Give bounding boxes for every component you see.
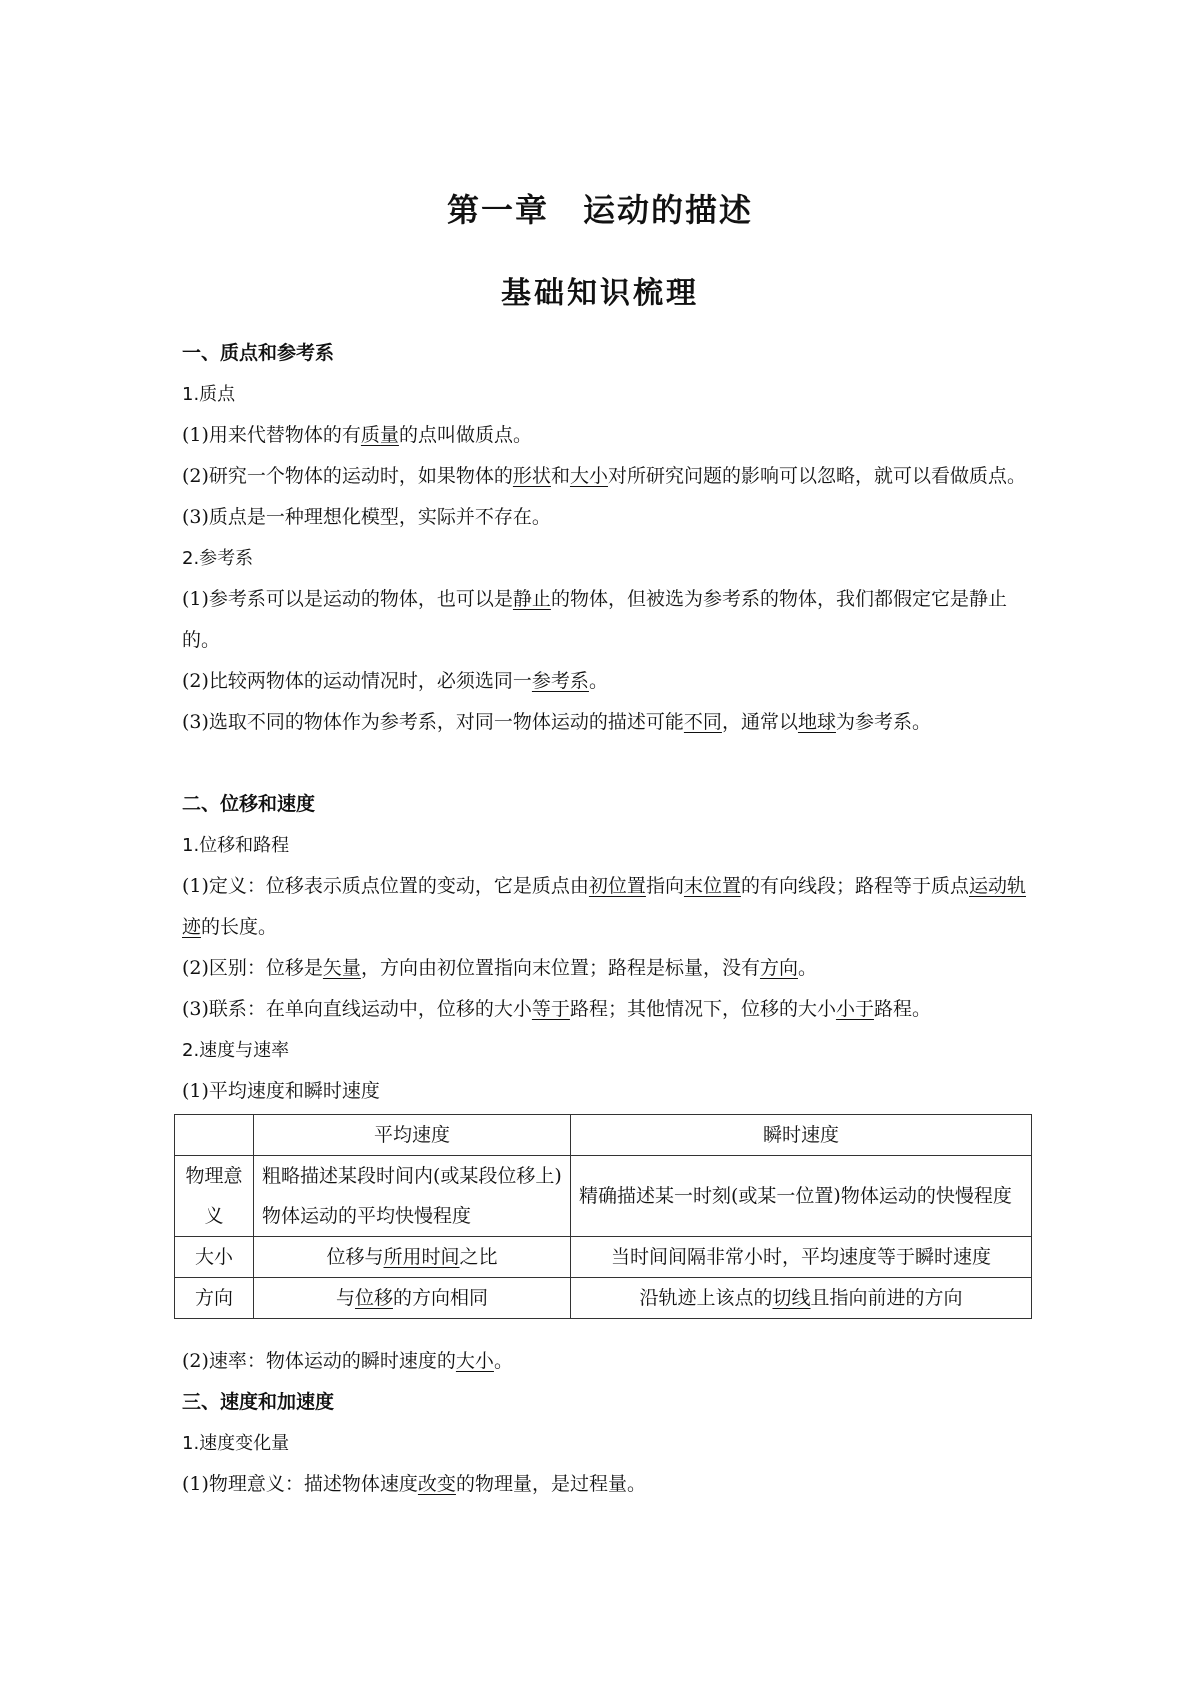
paragraph: (3)联系：在单向直线运动中，位移的大小等于路程；其他情况下，位移的大小小于路程。 (182, 998, 931, 1020)
subsection-title: 2.速度与速率 (182, 1040, 290, 1061)
table-corner-cell (175, 1115, 254, 1156)
spacer (182, 1319, 1028, 1341)
chapter-title: 第一章 运动的描述 (446, 191, 753, 229)
paragraph: (2)比较两物体的运动情况时，必须选同一参考系。 (182, 670, 608, 692)
paragraph: (3)质点是一种理想化模型，实际并不存在。 (182, 506, 551, 528)
table-header-cell: 平均速度 (254, 1115, 571, 1156)
paragraph: (2)区别：位移是矢量，方向由初位置指向末位置；路程是标量，没有方向。 (182, 957, 817, 979)
paragraph: (1)用来代替物体的有质量的点叫做质点。 (182, 424, 532, 446)
content-body (182, 333, 1028, 1505)
table-cell: 位移与所用时间之比 (254, 1237, 571, 1278)
table-cell: 精确描述某一时刻(或某一位置)物体运动的快慢程度 (571, 1156, 1032, 1237)
subsection-title: 1.质点 (182, 384, 236, 405)
velocity-comparison-table (174, 1114, 1032, 1319)
subsection-title: 2.参考系 (182, 548, 254, 569)
spacer (182, 743, 1028, 784)
paragraph: (1)物理意义：描述物体速度改变的物理量，是过程量。 (182, 1473, 646, 1495)
paragraph: (1)平均速度和瞬时速度 (182, 1080, 380, 1102)
paragraph: (2)研究一个物体的运动时，如果物体的形状和大小对所研究问题的影响可以忽略，就可以看做质点。 (182, 465, 1026, 487)
paragraph: (3)选取不同的物体作为参考系，对同一物体运动的描述可能不同，通常以地球为参考系。 (182, 711, 931, 733)
paragraph: (1)定义：位移表示质点位置的变动，它是质点由初位置指向末位置的有向线段；路程等于质点运动轨迹的长度。 (182, 875, 1026, 938)
table-row (175, 1278, 1032, 1319)
table-row-header: 大小 (175, 1237, 254, 1278)
table-row-header: 物理意义 (175, 1156, 254, 1237)
section-banner: 基础知识梳理 (501, 276, 699, 311)
table-cell: 粗略描述某段时间内(或某段位移上)物体运动的平均快慢程度 (254, 1156, 571, 1237)
table-cell: 当时间间隔非常小时，平均速度等于瞬时速度 (571, 1237, 1032, 1278)
section-heading-2: 二、位移和速度 (182, 793, 316, 815)
table-cell: 与位移的方向相同 (254, 1278, 571, 1319)
table-header-cell: 瞬时速度 (571, 1115, 1032, 1156)
subsection-title: 1.位移和路程 (182, 835, 290, 856)
table-row-header: 方向 (175, 1278, 254, 1319)
paragraph: (1)参考系可以是运动的物体，也可以是静止的物体，但被选为参考系的物体，我们都假定它是静止的。 (182, 588, 1007, 651)
section-heading-1: 一、质点和参考系 (182, 342, 335, 364)
table-header-row (175, 1115, 1032, 1156)
section-heading-3: 三、速度和加速度 (182, 1391, 335, 1413)
paragraph: (2)速率：物体运动的瞬时速度的大小。 (182, 1350, 513, 1372)
table-row (175, 1237, 1032, 1278)
subsection-title: 1.速度变化量 (182, 1433, 290, 1454)
table-cell: 沿轨迹上该点的切线且指向前进的方向 (571, 1278, 1032, 1319)
table-row (175, 1156, 1032, 1237)
